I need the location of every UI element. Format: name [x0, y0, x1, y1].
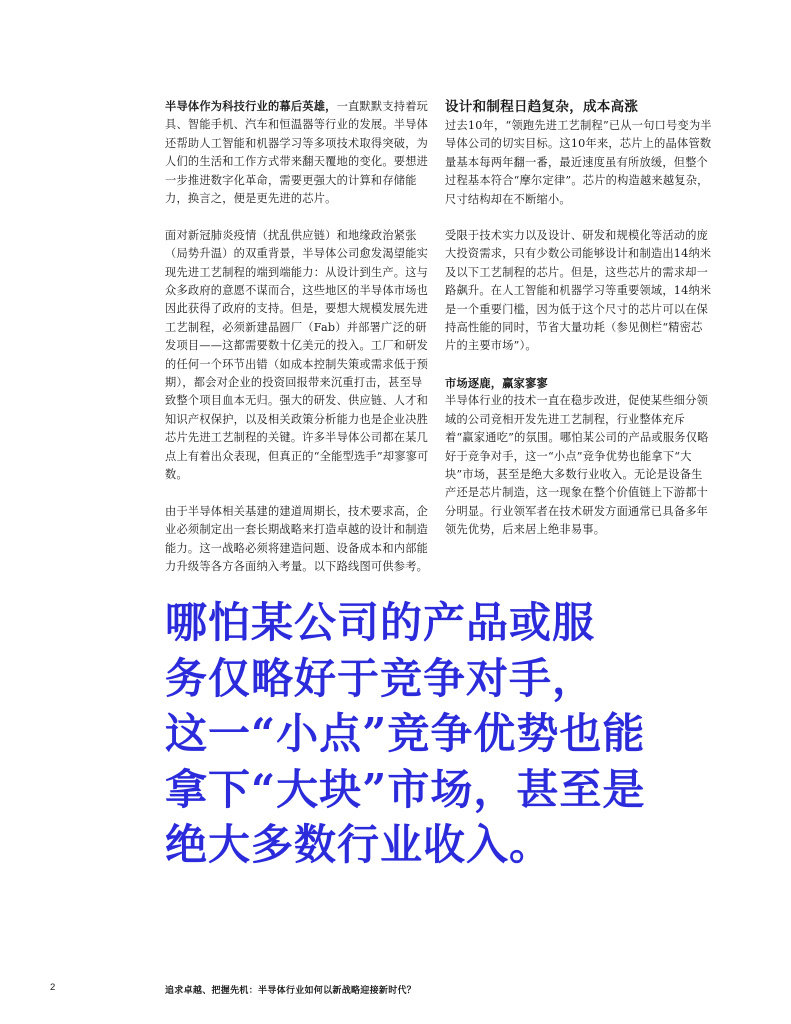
footer-title: 追求卓越、把握先机：半导体行业如何以新战略迎接新时代？	[165, 986, 417, 996]
intro-lead: 半导体作为科技行业的幕后英雄，	[165, 99, 337, 113]
intro-text: 一直默默支持着玩具、智能手机、汽车和恒温器等行业的发展。半导体还帮助人工智能和机器学习等多项技术取得突破，为人们的生活和工作方式带来翻天覆地的变化。要想进一步推进数字化革命，需要更强大的计算和存储能力，换言之，便是更先进的芯片。	[165, 100, 429, 206]
context-paragraph: 面对新冠肺炎疫情（扰乱供应链）和地缘政治紧张（局势升温）的双重背景，半导体公司愈发渴望能实现先进工艺制程的端到端能力：从设计到生产。这与众多政府的意愿不谋而合，这些地区的半导体市场也因此获得了政府的支持。但是，要想大规模发展先进工艺制程，必须新建晶圆厂（Fab）并部署广泛的研发项目——这都需要数十亿美元的投入。工厂和研发的任何一个环节出错（如成本控制失策或需求低于预期），都会对企业的投资回报带来沉重打击，甚至导致整个项目血本无归。强大的研发、供应链、人才和知识产权保护，以及相关政策分析能力也是企业决胜芯片先进工艺制程的关键。许多半导体公司都在某几点上有着出众表现，但真正的“全能型选手”却寥寥可数。	[165, 228, 429, 482]
winner-paragraph: 半导体行业的技术一直在稳步改进，促使某些细分领域的公司竞相开发先进工艺制程，行业整体充斥着“赢家通吃”的氛围。哪怕某公司的产品或服务仅略好于竞争对手，这一“小点”竞争优势也能拿下“大块”市场，甚至是绝大多数行业收入。无论是设备生产还是芯片制造，这一现象在整个价值链上下游都十分明显。行业领军者在技术研发方面通常已具备多年领先优势，后来居上绝非易事。	[445, 394, 709, 537]
section-heading: 设计和制程日趋复杂，成本高涨	[445, 99, 639, 115]
pull-quote-line: 这一“小点”竞争优势也能	[165, 709, 646, 758]
intro-paragraph	[165, 97, 433, 208]
demand-paragraph: 受限于技术实力以及设计、研发和规模化等活动的庞大投资需求，只有少数公司能够设计和制造出14纳米及以下工艺制程的芯片。但是，这些芯片的需求却一路飙升。在人工智能和机器学习等重要领域，14纳米是一个重要门槛，因为低于这个尺寸的芯片可以在保持高性能的同时，节省大量功耗（参见侧栏“精密芯片的主要市场”）。	[445, 229, 712, 353]
page-number: 2	[50, 982, 56, 993]
pull-quote-line: 哪怕某公司的产品或服	[165, 598, 596, 647]
strategy-paragraph: 由于半导体相关基建的建道周期长，技术要求高，企业必须制定出一套长期战略来打造卓越的设计和制造能力。这一战略必须将建造问题、设备成本和内部能力升级等各方各面纳入考量。以下路线图可供参考。	[165, 504, 429, 574]
pull-quote-line: 绝大多数行业收入。	[165, 820, 553, 869]
complexity-paragraph: 过去10年，“领跑先进工艺制程”已从一句口号变为半导体公司的切实目标。这10年来，芯片上的晶体管数量基本每两年翻一番，最近速度虽有所放缓，但整个过程基本符合“摩尔定律”。芯片的构造越来越复杂，尺寸结构却在不断缩小。	[445, 119, 712, 206]
pull-quote-line: 务仅略好于竞争对手，	[165, 653, 596, 703]
left-column	[165, 97, 433, 577]
right-column	[445, 97, 712, 540]
pull-quote-line: 拿下“大块”市场，甚至是	[165, 764, 646, 814]
subsection-heading: 市场逐鹿，赢家寥寥	[445, 375, 548, 390]
pull-quote	[165, 595, 646, 873]
